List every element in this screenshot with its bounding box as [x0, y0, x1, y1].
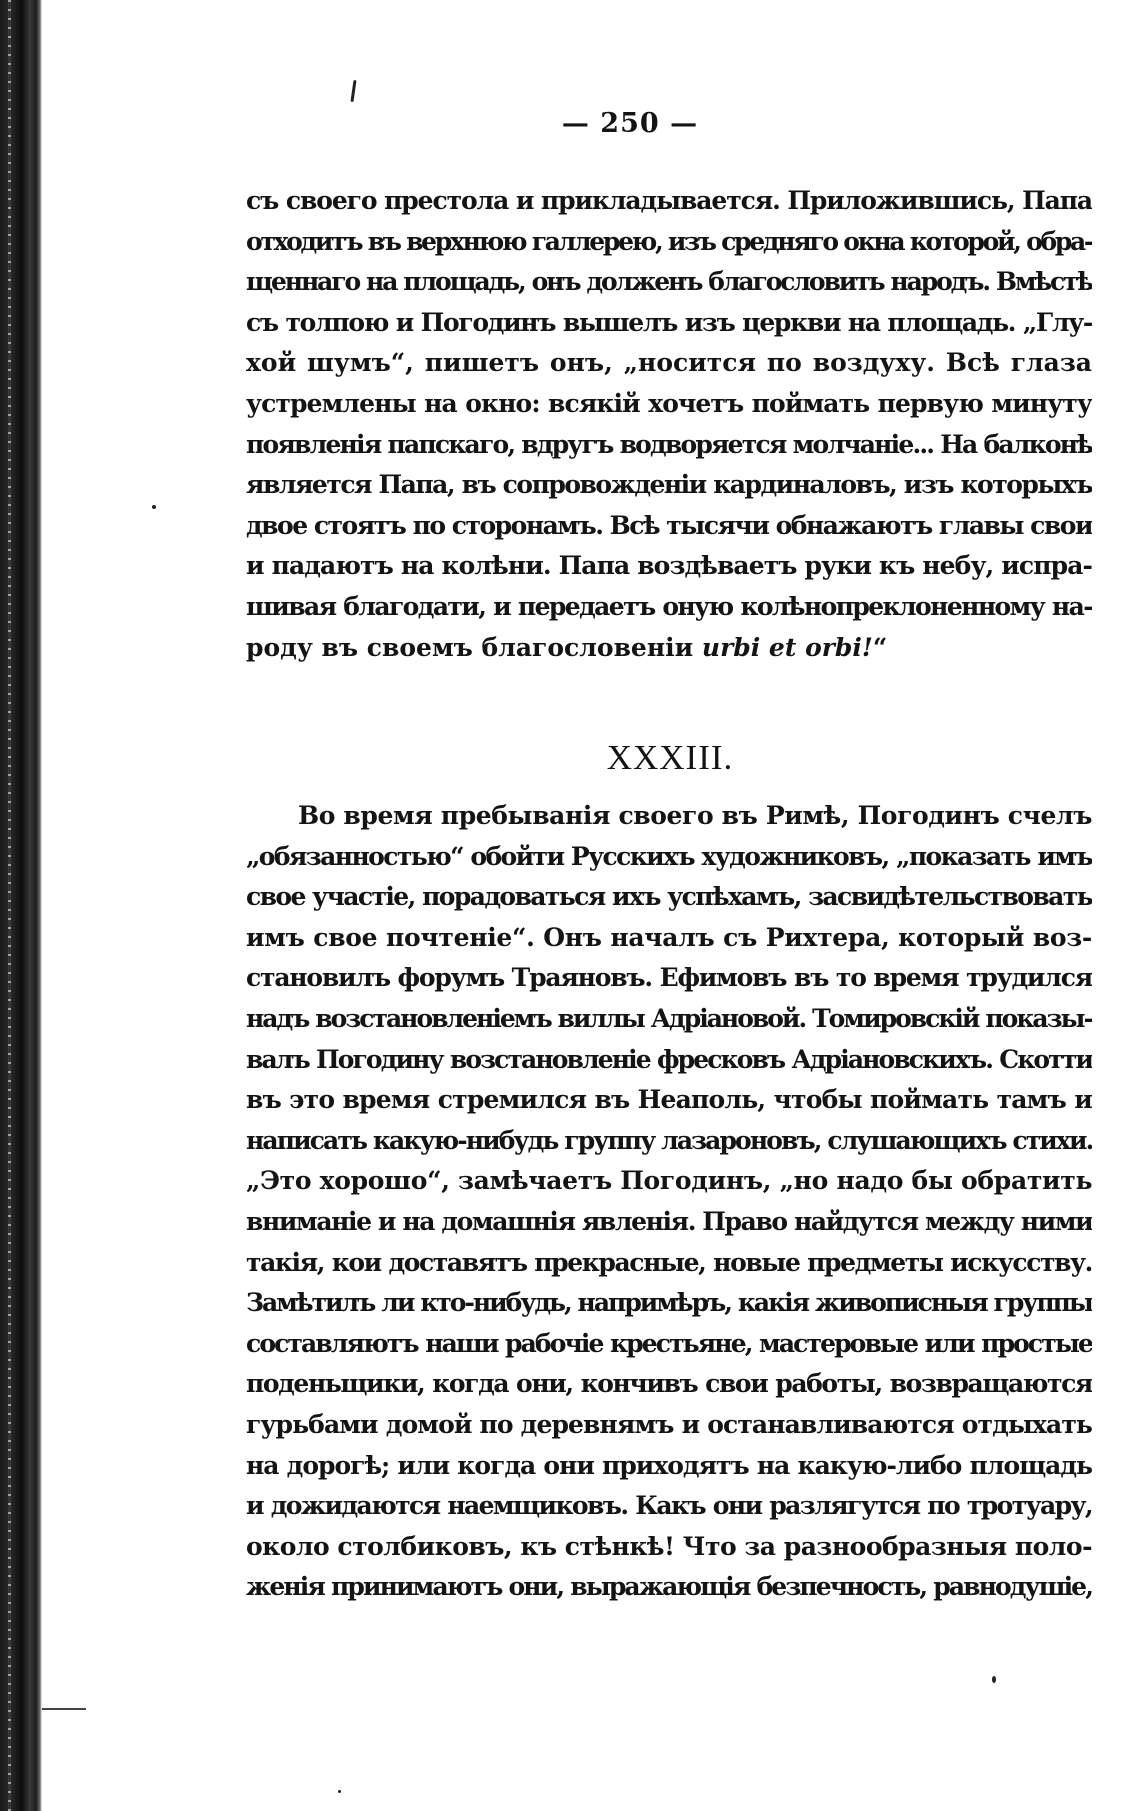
- page-number: — 250 —: [561, 108, 699, 139]
- text-line: отходитъ въ верхнюю галлерею, изъ средняго окна которой, обра-: [246, 226, 1092, 256]
- text-line: Замѣтилъ ли кто-нибудь, напримѣръ, какія живописныя группы: [246, 1288, 1092, 1318]
- text-line: вниманіе и на домашнія явленія. Право найдутся между ними: [246, 1206, 1092, 1236]
- text-fragment: роду въ своемъ благословеніи: [246, 632, 702, 662]
- text-line: гурьбами домой по деревнямъ и останавливаются отдыхать: [246, 1409, 1092, 1439]
- text-line: „Это хорошо“, замѣчаетъ Погодинъ, „но надо бы обратить: [246, 1166, 1092, 1196]
- text-line: съ толпою и Погодинъ вышелъ изъ церкви на площадь. „Глу-: [246, 307, 1092, 337]
- text-line: надъ возстановленіемъ виллы Адріановой. Томировскій показы-: [246, 1003, 1092, 1033]
- text-line: хой шумъ“, пишетъ онъ, „носится по воздуху. Всѣ глаза: [246, 348, 1092, 378]
- text-line: двое стоятъ по сторонамъ. Всѣ тысячи обнажаютъ главы свои: [246, 510, 1092, 540]
- text-line: поденьщики, когда они, кончивъ свои работы, возвращаются: [246, 1369, 1092, 1399]
- book-binding-edge: [0, 0, 42, 1811]
- text-line: составляютъ наши рабочіе крестьяне, мастеровые или простые: [246, 1328, 1092, 1358]
- latin-phrase: urbi et orbi!: [701, 632, 873, 662]
- chapter-paragraph: [246, 796, 1092, 1608]
- text-line: устремлены на окно: всякій хочетъ поймать первую минуту: [246, 388, 1092, 418]
- text-line: шивая благодати, и передаетъ оную колѣнопреклоненному на-: [246, 591, 1092, 621]
- text-line: является Папа, въ сопровожденіи кардиналовъ, изъ которыхъ: [246, 470, 1092, 500]
- text-line: написать какую-нибудь группу лазароновъ, слушающихъ стихи.: [246, 1125, 1092, 1155]
- text-line: и падаютъ на колѣни. Папа воздѣваетъ руки къ небу, испра-: [246, 551, 1092, 581]
- text-line: съ своего престола и прикладывается. Приложившись, Папа: [246, 186, 1092, 215]
- ink-speck: [152, 505, 156, 509]
- text-line: женія принимаютъ они, выражающія безпечность, равнодушіе,: [246, 1572, 1092, 1602]
- text-line: въ это время стремился въ Неаполь, чтобы поймать тамъ и: [246, 1085, 1092, 1115]
- chapter-heading: XXXIII.: [606, 738, 734, 777]
- text-line: щеннаго на площадь, онъ долженъ благословить народъ. Вмѣстѣ: [246, 267, 1092, 297]
- text-line: на дорогѣ; или когда они приходятъ на какую-либо площадь: [246, 1450, 1092, 1480]
- closing-quote: “: [872, 632, 888, 662]
- binding-foot-mark: [42, 1708, 86, 1710]
- binding-stripe: [8, 0, 11, 1811]
- paragraph-continued: [246, 181, 1092, 668]
- text-line-last: [246, 628, 1092, 669]
- text-line: „обязанностью“ обойти Русскихъ художниковъ, „показать имъ: [246, 841, 1092, 871]
- text-line: валъ Погодину возстановленіе фресковъ Адріановскихъ. Скотти: [246, 1044, 1092, 1074]
- ink-speck: [992, 1676, 996, 1683]
- text-line: такія, кои доставятъ прекрасные, новые предметы искусству.: [246, 1247, 1092, 1277]
- text-line: имъ свое почтеніе“. Онъ началъ съ Рихтера, который воз-: [246, 922, 1092, 952]
- text-line: и дожидаются наемщиковъ. Какъ они разлягутся по тротуару,: [246, 1491, 1092, 1521]
- text-line: появленія папскаго, вдругъ водворяется молчаніе... На балконѣ: [246, 429, 1092, 459]
- text-line: около столбиковъ, къ стѣнкѣ! Что за разнообразныя поло-: [246, 1531, 1092, 1561]
- text-line-first: Во время пребыванія своего въ Римѣ, Погодинъ счелъ: [298, 801, 1092, 830]
- ink-speck: [338, 1790, 341, 1793]
- text-line: свое участіе, порадоваться ихъ успѣхамъ, засвидѣтельствовать: [246, 882, 1092, 912]
- text-line: становилъ форумъ Траяновъ. Ефимовъ въ то время трудился: [246, 963, 1092, 993]
- ink-speck: [350, 80, 356, 102]
